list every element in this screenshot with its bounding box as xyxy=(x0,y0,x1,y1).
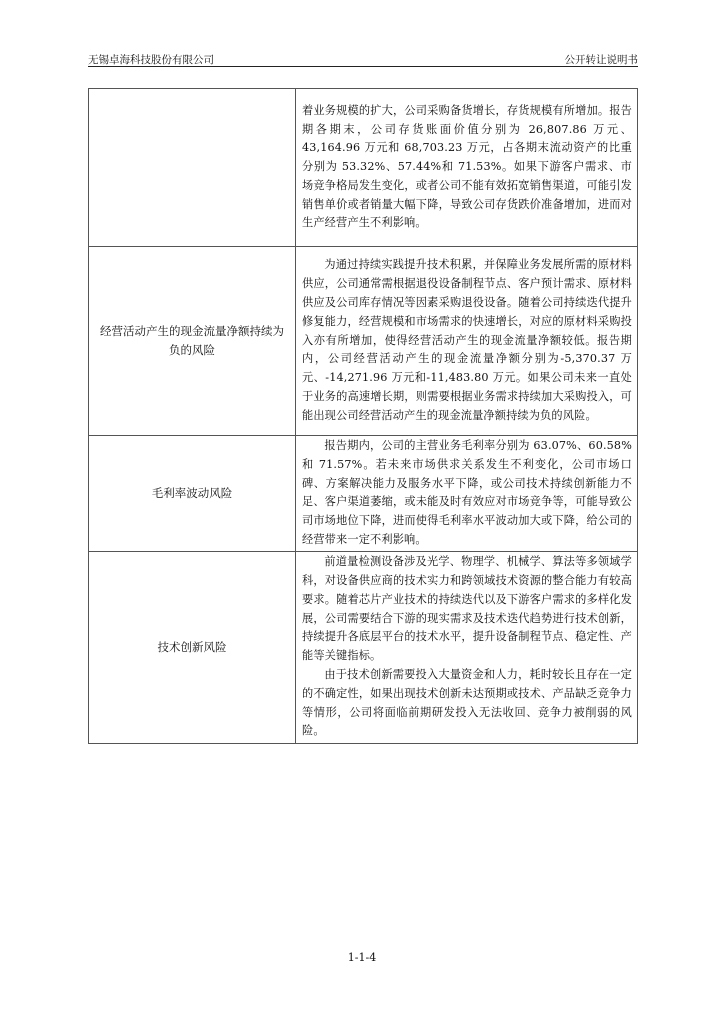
risk-paragraph: 着业务规模的扩大，公司采购备货增长，存货规模有所增加。报告期各期末，公司存货账面价值分别为 26,807.86 万元、43,164.96 万元和 68,703.23 万元，占各期末流动资产的比重分别为 53.32%、57.44%和 71.53%。如果下游客户需求、市场竞争格局发生变化，或者公司不能有效拓宽销售渠道，可能引发销售单价或者销量大幅下降，导致公司存货跌价准备增加，进而对生产经营产生不利影响。 xyxy=(302,103,632,230)
table-row xyxy=(89,436,638,552)
company-name: 无锡卓海科技股份有限公司 xyxy=(88,54,214,66)
risk-description xyxy=(296,89,638,247)
risk-description xyxy=(296,551,638,743)
header-divider xyxy=(88,66,638,67)
risk-description xyxy=(296,247,638,436)
risk-name xyxy=(89,89,296,247)
risk-name: 经营活动产生的现金流量净额持续为负的风险 xyxy=(89,247,296,436)
document-type: 公开转让说明书 xyxy=(564,54,638,66)
risk-table xyxy=(88,88,638,744)
table-row xyxy=(89,551,638,743)
table-row xyxy=(89,247,638,436)
risk-name: 技术创新风险 xyxy=(89,551,296,743)
risk-description xyxy=(296,436,638,552)
risk-paragraph: 由于技术创新需要投入大量资金和人力，耗时较长且存在一定的不确定性，如果出现技术创新未达预期或技术、产品缺乏竞争力等情形，公司将面临前期研发投入无法收回、竞争力被削弱的风险。 xyxy=(302,668,632,738)
risk-paragraph: 为通过持续实践提升技术积累，并保障业务发展所需的原材料供应，公司通常需根据退役设备制程节点、客户预计需求、原材料供应及公司库存情况等因素采购退役设备。随着公司持续迭代提升修复能力，经营规模和市场需求的快速增长，对应的原材料采购投入亦有所增加，使得经营活动产生的现金流量净额较低。报告期内，公司经营活动产生的现金流量净额分别为-5,370.37 万元、-14,271.96 万元和-11,483.80 万元。如果公司未来一直处于业务的高速增长期，则需要根据业务需求持续加大采购投入，可能出现公司经营活动产生的现金流量净额持续为负的风险。 xyxy=(302,258,632,422)
page-number: 1-1-4 xyxy=(347,951,377,964)
risk-paragraph: 前道量检测设备涉及光学、物理学、机械学、算法等多领域学科，对设备供应商的技术实力和跨领域技术资源的整合能力有较高要求。随着芯片产业技术的持续迭代以及下游客户需求的多样化发展，公司需要结合下游的现实需求及技术迭代趋势进行技术创新，持续提升各底层平台的技术水平，提升设备制程节点、稳定性、产能等关键指标。 xyxy=(302,555,632,663)
table-row xyxy=(89,89,638,247)
risk-name: 毛利率波动风险 xyxy=(89,436,296,552)
risk-paragraph: 报告期内，公司的主营业务毛利率分别为 63.07%、60.58%和 71.57%。若未来市场供求关系发生不利变化，公司市场口碑、方案解决能力及服务水平下降，或公司技术持续创新能力不足、客户渠道萎缩，或未能及时有效应对市场竞争等，可能导致公司市场地位下降，进而使得毛利率水平波动加大或下降，给公司的经营带来一定不利影响。 xyxy=(302,439,632,546)
